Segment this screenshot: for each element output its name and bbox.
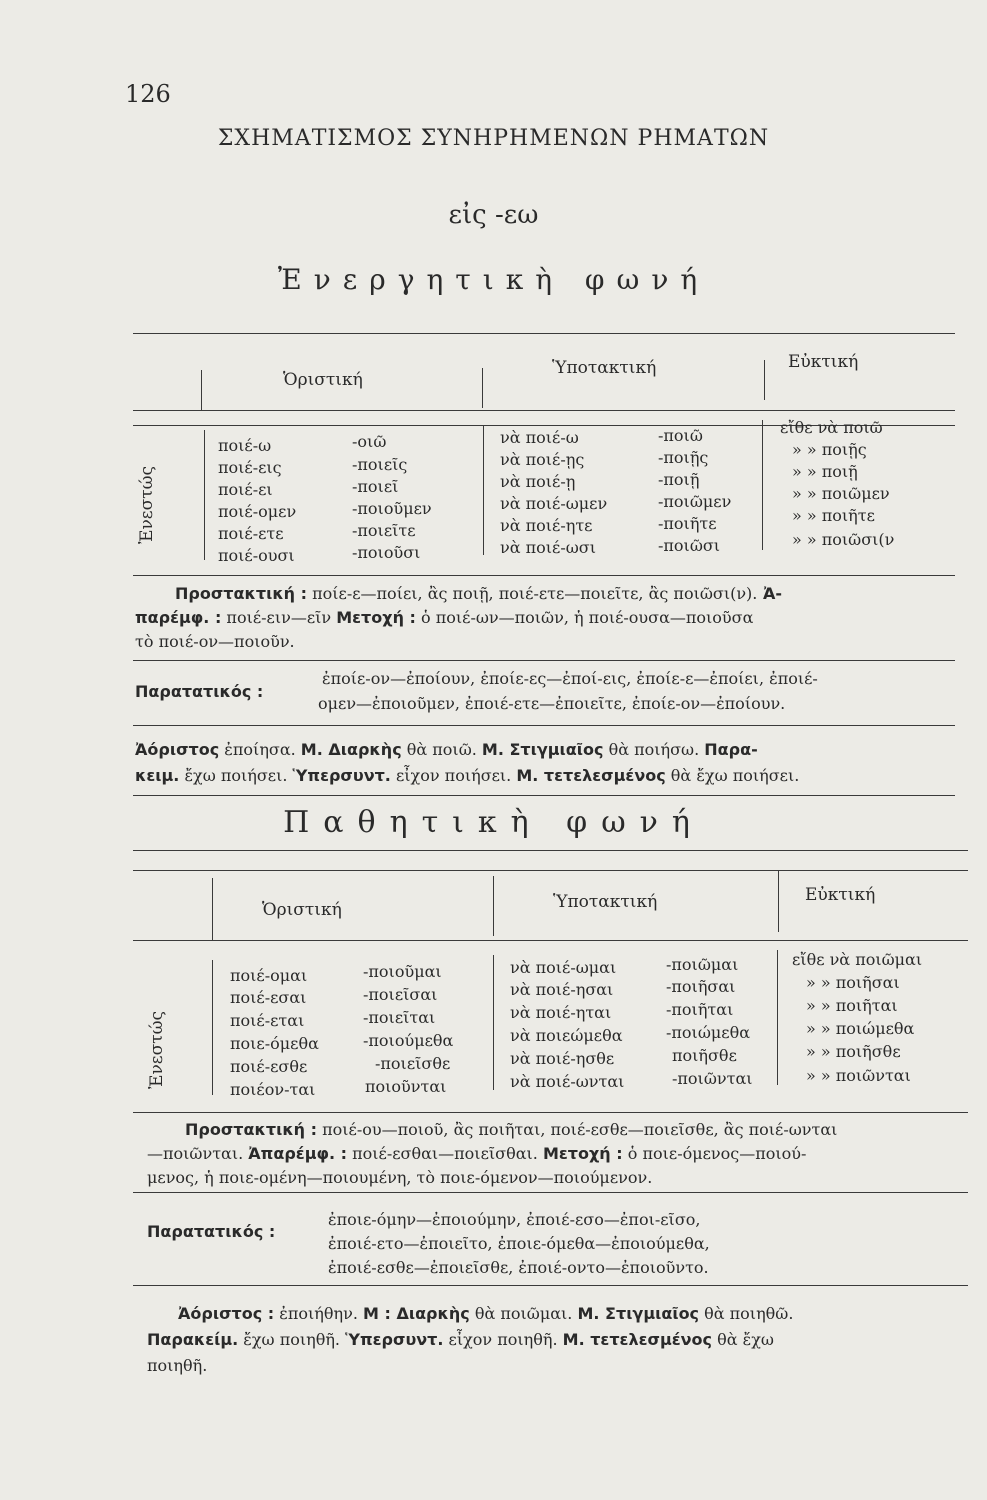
table-cell: » » ποιῆται xyxy=(806,996,898,1015)
table-cell: » » ποιῆσθε xyxy=(806,1042,901,1061)
table-cell: ποιῆσθε xyxy=(672,1046,737,1065)
table-cell: -ποιῶμεν xyxy=(658,492,732,511)
passive-imperfect-line2: ἐποιέ-ετο—ἐποιεῖτο, ἐποιε-όμεθα—ἐποιούμεθα, xyxy=(328,1234,710,1253)
table-cell: -ποιεῖσθε xyxy=(375,1054,451,1073)
divider xyxy=(204,430,205,560)
table-cell: νὰ ποιέ-ω xyxy=(500,428,579,447)
table-cell: ποιέ-ουσι xyxy=(218,546,295,565)
table-cell: ποιέ-εις xyxy=(218,458,282,477)
infinitive-label: παρέμφ. : xyxy=(135,608,222,627)
passive-aorist-line1: Ἀόριστος : ἐποιήθην. Μ : Διαρκὴς θὰ ποιῶμαι. Μ. Στιγμιαῖος θὰ ποιηθῶ. xyxy=(178,1304,794,1323)
page-title: ΣΧΗΜΑΤΙΣΜΟΣ ΣΥΝΗΡΗΜΕΝΩΝ ΡΗΜΑΤΩΝ xyxy=(217,126,770,151)
table-cell: -ποιῆτε xyxy=(658,514,717,533)
infinitive-forms: ποιέ-ειν—εῖν xyxy=(221,608,337,627)
active-imperative-line1 xyxy=(175,582,782,606)
active-imperative-line3: τὸ ποιέ-ον—ποιοῦν. xyxy=(135,632,295,651)
divider xyxy=(133,1192,968,1193)
table-cell: -ποιῆσαι xyxy=(666,977,736,996)
active-col-optative: Εὐκτική xyxy=(788,352,859,372)
table-cell: » » ποιῶσι(ν xyxy=(792,530,895,549)
table-cell: -ποιεῖ xyxy=(352,477,399,496)
imperative-forms: ποίε-ε—ποίει, ἂς ποιῇ, ποιέ-ετε—ποιεῖτε, ἂς ποιῶσι(ν). xyxy=(307,584,758,603)
passive-col-indicative: Ὁριστική xyxy=(262,900,342,920)
passive-imperfect-line3: ἐποιέ-εσθε—ἐποιεῖσθε, ἐποιέ-οντο—ἐποιοῦντο. xyxy=(328,1258,709,1277)
table-cell: » » ποιῶμεν xyxy=(792,484,890,503)
infinitive-label-start: Ἀ- xyxy=(757,584,782,603)
divider xyxy=(493,955,494,1090)
divider xyxy=(212,960,213,1095)
table-cell: ποιε-όμεθα xyxy=(230,1034,319,1053)
table-cell: » » ποιώμεθα xyxy=(806,1019,915,1038)
imperative-forms: ποιέ-ου—ποιοῦ, ἂς ποιῆται, ποιέ-εσθε—ποιεῖσθε, ἂς ποιέ-ωνται xyxy=(317,1120,838,1139)
table-cell: ποιέ-εσθε xyxy=(230,1057,308,1076)
passive-tense-label: Ἐνεστώς xyxy=(147,1010,168,1090)
table-cell: -ποιώμεθα xyxy=(666,1023,750,1042)
table-cell: ποιέ-ει xyxy=(218,480,273,499)
divider xyxy=(777,950,778,1085)
passive-imperfect-label: Παρατατικός : xyxy=(147,1222,276,1241)
table-cell: -ποιῶ xyxy=(658,426,703,445)
table-cell: ποιέ-ομεν xyxy=(218,502,297,521)
active-imperfect-line1: ἐποίε-ον—ἐποίουν, ἐποίε-ες—ἐποί-εις, ἐποίε-ε—ἐποίει, ἐποιέ- xyxy=(322,669,818,688)
passive-voice-heading: Παθητικὴ φωνή xyxy=(283,805,704,840)
active-voice-heading: Ἐνεργητικὴ φωνή xyxy=(277,263,710,296)
table-cell: -ποιῇ xyxy=(658,470,700,489)
passive-imperative-line2: —ποιῶνται. Ἀπαρέμφ. : ποιέ-εσθαι—ποιεῖσθαι. Μετοχή : ὁ ποιε-όμενος—ποιού- xyxy=(147,1144,807,1163)
active-col-subjunctive: Ὑποτακτική xyxy=(552,358,657,378)
table-cell: νὰ ποιεώμεθα xyxy=(510,1026,623,1045)
participle-label: Μετοχή : xyxy=(336,608,416,627)
table-cell: -ποιῶμαι xyxy=(666,955,739,974)
passive-col-optative: Εὐκτική xyxy=(805,885,876,905)
table-cell: νὰ ποιέ-ησθε xyxy=(510,1049,615,1068)
divider xyxy=(133,1112,968,1113)
table-cell: » » ποιῇ xyxy=(792,462,858,481)
table-cell: νὰ ποιέ-ητε xyxy=(500,516,593,535)
table-cell: νὰ ποιέ-ωμαι xyxy=(510,958,617,977)
divider xyxy=(133,850,968,851)
table-cell: » » ποιῇς xyxy=(792,440,867,459)
participle-forms: ὁ ποιέ-ων—ποιῶν, ἡ ποιέ-ουσα—ποιοῦσα xyxy=(415,608,754,627)
table-cell: -ποιεῖσαι xyxy=(363,985,438,1004)
table-cell: νὰ ποιέ-ωνται xyxy=(510,1072,625,1091)
table-cell: ποιέ-ομαι xyxy=(230,966,308,985)
active-tense-label: Ἐνεστώς xyxy=(137,465,158,545)
passive-col-subjunctive: Ὑποτακτική xyxy=(553,892,658,912)
divider xyxy=(764,360,765,400)
active-imperative-line2 xyxy=(135,606,753,630)
divider xyxy=(133,870,968,871)
table-cell: ποιέον-ται xyxy=(230,1080,316,1099)
table-cell: ποιέ-εσαι xyxy=(230,988,307,1007)
active-col-indicative: Ὁριστική xyxy=(283,370,363,390)
table-cell: -ποιεῖται xyxy=(363,1008,436,1027)
table-cell: ποιέ-ω xyxy=(218,436,272,455)
passive-aorist-line2: Παρακείμ. ἔχω ποιηθῆ. Ὑπερσυντ. εἶχον ποιηθῆ. Μ. τετελεσμένος θὰ ἔχω xyxy=(147,1330,774,1349)
table-cell: -ποιοῦμαι xyxy=(363,962,442,981)
divider xyxy=(133,410,955,411)
divider xyxy=(762,420,763,550)
passive-imperfect-line1: ἐποιε-όμην—ἐποιούμην, ἐποιέ-εσο—ἐποι-εῖσο, xyxy=(328,1210,701,1229)
table-cell: -ποιοῦμεν xyxy=(352,499,432,518)
divider xyxy=(778,870,779,932)
imperative-label: Προστακτική : xyxy=(185,1120,318,1139)
table-cell: νὰ ποιέ-ηται xyxy=(510,1003,612,1022)
active-imperfect-label: Παρατατικός : xyxy=(135,682,264,701)
table-cell: -ποιῆται xyxy=(666,1000,734,1019)
table-cell: ποιοῦνται xyxy=(365,1077,447,1096)
table-cell: νὰ ποιέ-ῃς xyxy=(500,450,585,469)
divider xyxy=(133,940,968,941)
table-cell: » » ποιῆσαι xyxy=(806,973,900,992)
infinitive-label: Ἀπαρέμφ. : xyxy=(248,1144,348,1163)
divider xyxy=(482,368,483,408)
table-cell: νὰ ποιέ-ωσι xyxy=(500,538,596,557)
divider xyxy=(133,725,955,726)
table-cell: -ποιοῦσι xyxy=(352,543,421,562)
divider xyxy=(201,370,202,410)
divider xyxy=(133,795,955,796)
table-cell: » » ποιῆτε xyxy=(792,506,875,525)
table-cell: -ποιῶσι xyxy=(658,536,721,555)
table-cell: ποιέ-εται xyxy=(230,1011,305,1030)
passive-aorist-line3: ποιηθῆ. xyxy=(147,1356,208,1375)
divider xyxy=(212,878,213,940)
participle-label: Μετοχή : xyxy=(542,1144,623,1163)
divider xyxy=(133,333,955,334)
table-cell: -ποιούμεθα xyxy=(363,1031,454,1050)
table-cell: -ποιεῖς xyxy=(352,455,408,474)
active-imperfect-line2: ομεν—ἐποιοῦμεν, ἐποιέ-ετε—ἐποιεῖτε, ἐποίε-ον—ἐποίουν. xyxy=(318,694,786,713)
table-cell: εἴθε νὰ ποιῶμαι xyxy=(792,950,923,969)
table-cell: ποιέ-ετε xyxy=(218,524,284,543)
table-cell: νὰ ποιέ-ησαι xyxy=(510,980,614,999)
table-cell: -ποιῇς xyxy=(658,448,709,467)
subtitle: εἰς -εω xyxy=(448,200,539,230)
table-cell: -ποιεῖτε xyxy=(352,521,416,540)
imperative-label: Προστακτική : xyxy=(175,584,308,603)
passive-imperative-line3: μενος, ἡ ποιε-ομένη—ποιουμένη, τὸ ποιε-όμενον—ποιούμενον. xyxy=(147,1168,653,1187)
passive-imperative-line1 xyxy=(185,1118,837,1142)
divider xyxy=(133,575,955,576)
page-number: 126 xyxy=(125,80,171,108)
divider xyxy=(483,425,484,555)
divider xyxy=(133,660,955,661)
divider xyxy=(493,876,494,936)
table-cell: νὰ ποιέ-ῃ xyxy=(500,472,576,491)
table-cell: -ποιῶνται xyxy=(672,1069,753,1088)
active-aorist-line2: κειμ. ἔχω ποιήσει. Ὑπερσυντ. εἶχον ποιήσει. Μ. τετελεσμένος θὰ ἔχω ποιήσει. xyxy=(135,766,800,785)
table-cell: -οιῶ xyxy=(352,432,387,451)
table-cell: » » ποιῶνται xyxy=(806,1066,911,1085)
divider xyxy=(133,1285,968,1286)
active-aorist-line1: Ἀόριστος ἐποίησα. Μ. Διαρκὴς θὰ ποιῶ. Μ. Στιγμιαῖος θὰ ποιήσω. Παρα- xyxy=(135,740,758,759)
table-cell: εἴθε νὰ ποιῶ xyxy=(780,418,883,437)
table-cell: νὰ ποιέ-ωμεν xyxy=(500,494,608,513)
